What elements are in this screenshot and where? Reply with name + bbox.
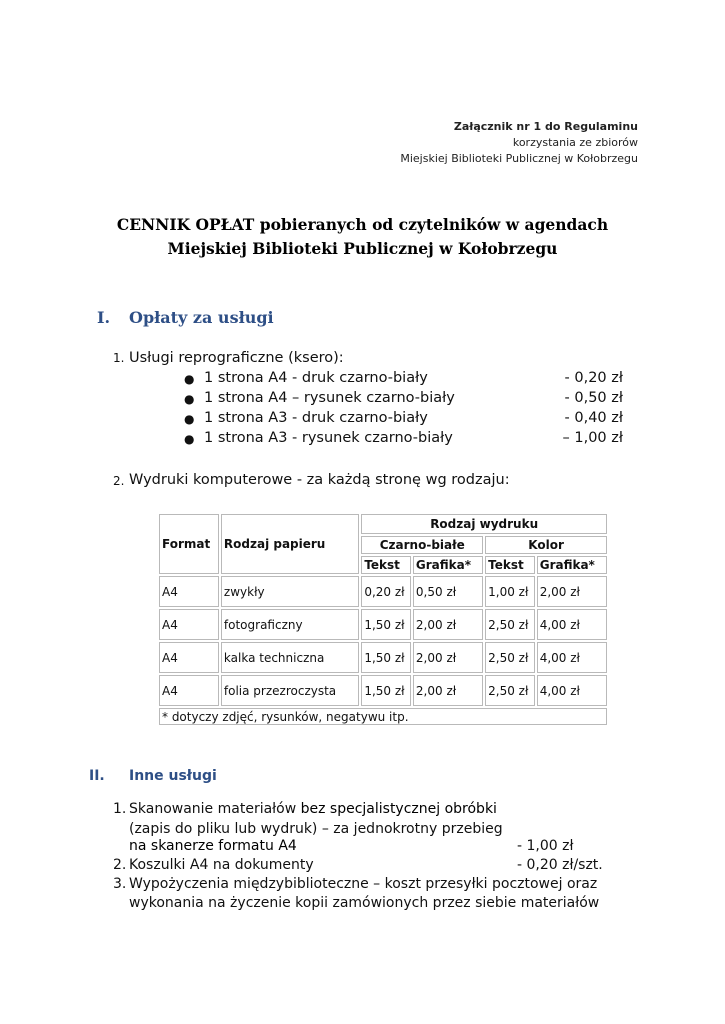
cell-color-graphic: 4,00 zł: [537, 642, 607, 673]
cell-bw-graphic: 2,00 zł: [413, 675, 483, 706]
s2-item-1-text-a: Skanowanie materiałów: [129, 801, 301, 817]
bullet-price-1: - 0,20 zł: [564, 370, 623, 386]
cell-bw-text: 1,50 zł: [361, 675, 411, 706]
cell-paper: kalka techniczna: [221, 642, 359, 673]
cell-bw-graphic: 2,00 zł: [413, 609, 483, 640]
annex-line-3: Miejskiej Biblioteki Publicznej w Kołobrzegu: [400, 152, 638, 165]
bullet-text-3: 1 strona A3 - druk czarno-biały: [204, 410, 428, 426]
s2-item-1-text-b: bez specjalistycznej obróbki: [300, 801, 497, 817]
item-2-label: Wydruki komputerowe - za każdą stronę wg rodzaju:: [129, 472, 510, 488]
annex-line-1: Załącznik nr 1 do Regulaminu: [453, 120, 638, 133]
title-line-1: CENNIK OPŁAT pobieranych od czytelników w agendach: [116, 215, 609, 234]
s2-item-3-line-2: wykonania na życzenie kopii zamówionych przez siebie materiałów: [129, 895, 600, 911]
s2-item-1-line-1: [129, 800, 497, 819]
header-paper: Rodzaj papieru: [221, 514, 359, 574]
section-1-numeral: I.: [97, 308, 111, 327]
header-print-type: Rodzaj wydruku: [361, 514, 607, 534]
print-price-table: [157, 512, 609, 727]
s2-item-1-line-2: (zapis do pliku lub wydruk) – za jednokrotny przebieg: [129, 821, 503, 837]
s2-item-3-line-1: Wypożyczenia międzybiblioteczne – koszt przesyłki pocztowej oraz: [129, 876, 598, 892]
bullet-price-4: – 1,00 zł: [562, 430, 623, 446]
bullet-dot-2: ●: [184, 392, 195, 406]
section-1-heading: Opłaty za usługi: [129, 308, 274, 327]
bullet-text-4: 1 strona A3 - rysunek czarno-biały: [204, 430, 453, 446]
bullet-dot-1: ●: [184, 372, 195, 386]
cell-bw-text: 1,50 zł: [361, 642, 411, 673]
table-footnote: * dotyczy zdjęć, rysunków, negatywu itp.: [159, 708, 607, 725]
cell-paper: folia przezroczysta: [221, 675, 359, 706]
header-color-text: Tekst: [485, 556, 535, 574]
table-row: [159, 609, 607, 640]
bullet-text-2: 1 strona A4 – rysunek czarno-biały: [204, 390, 455, 406]
header-bw: Czarno-białe: [361, 536, 483, 554]
cell-paper: fotograficzny: [221, 609, 359, 640]
item-1-number: 1.: [113, 351, 125, 365]
cell-format: A4: [159, 642, 219, 673]
table-row: [159, 675, 607, 706]
cell-color-text: 2,50 zł: [485, 675, 535, 706]
table-row: [159, 576, 607, 607]
cell-bw-graphic: 0,50 zł: [413, 576, 483, 607]
cell-color-text: 2,50 zł: [485, 642, 535, 673]
cell-color-graphic: 4,00 zł: [537, 609, 607, 640]
cell-bw-text: 1,50 zł: [361, 609, 411, 640]
cell-bw-graphic: 2,00 zł: [413, 642, 483, 673]
header-bw-text: Tekst: [361, 556, 411, 574]
cell-format: A4: [159, 609, 219, 640]
s2-item-1-price: - 1,00 zł: [517, 838, 574, 854]
section-2-heading: Inne usługi: [129, 768, 217, 784]
header-bw-graphic: Grafika*: [413, 556, 483, 574]
cell-color-text: 2,50 zł: [485, 609, 535, 640]
s2-item-2-number: 2.: [113, 857, 127, 873]
table-row: [159, 642, 607, 673]
s2-item-1-line-3: na skanerze formatu A4: [129, 838, 297, 854]
annex-line-2: korzystania ze zbiorów: [512, 136, 638, 149]
cell-bw-text: 0,20 zł: [361, 576, 411, 607]
title-line-2: Miejskiej Biblioteki Publicznej w Kołobrzegu: [167, 239, 558, 258]
bullet-dot-3: ●: [184, 412, 195, 426]
bullet-dot-4: ●: [184, 432, 195, 446]
header-format: Format: [159, 514, 219, 574]
cell-color-text: 1,00 zł: [485, 576, 535, 607]
header-color-graphic: Grafika*: [537, 556, 607, 574]
bullet-price-2: - 0,50 zł: [564, 390, 623, 406]
item-2-number: 2.: [113, 474, 125, 488]
s2-item-1-number: 1.: [113, 801, 127, 817]
header-color: Kolor: [485, 536, 607, 554]
section-2-numeral: II.: [89, 768, 105, 784]
cell-color-graphic: 4,00 zł: [537, 675, 607, 706]
cell-color-graphic: 2,00 zł: [537, 576, 607, 607]
document-title: [0, 213, 725, 261]
s2-item-2-price: - 0,20 zł/szt.: [517, 857, 603, 873]
s2-item-2-text: Koszulki A4 na dokumenty: [129, 857, 314, 873]
bullet-text-1: 1 strona A4 - druk czarno-biały: [204, 370, 428, 386]
s2-item-3-number: 3.: [113, 876, 127, 892]
cell-format: A4: [159, 576, 219, 607]
bullet-price-3: - 0,40 zł: [564, 410, 623, 426]
cell-format: A4: [159, 675, 219, 706]
annex-header: [400, 119, 638, 167]
item-1-label: Usługi reprograficzne (ksero):: [129, 350, 344, 366]
cell-paper: zwykły: [221, 576, 359, 607]
